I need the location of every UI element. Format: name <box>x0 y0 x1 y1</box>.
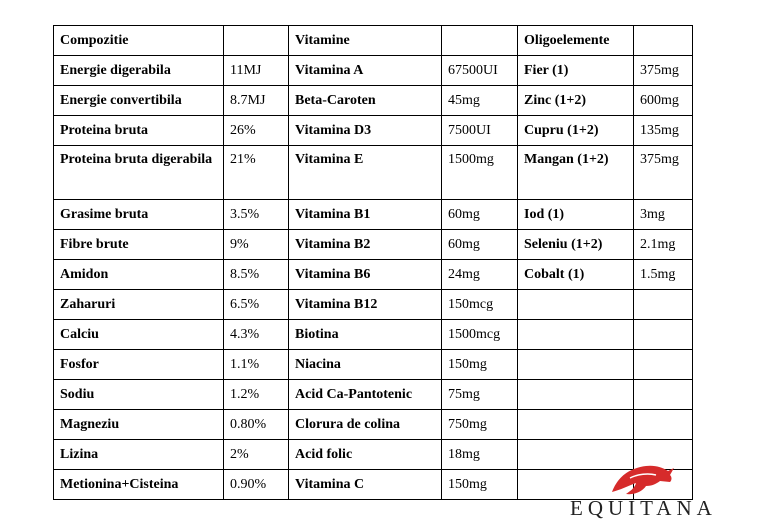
compozitie-cell: Fibre brute <box>54 230 224 260</box>
vitamina-value-cell: 750mg <box>442 410 518 440</box>
oligoelement-value-cell <box>634 290 693 320</box>
vitamina-cell: Vitamina A <box>289 56 442 86</box>
header-empty <box>442 26 518 56</box>
table-row <box>54 260 693 290</box>
compozitie-cell: Energie digerabila <box>54 56 224 86</box>
oligoelement-value-cell <box>634 350 693 380</box>
compozitie-cell: Magneziu <box>54 410 224 440</box>
oligoelement-value-cell: 3mg <box>634 200 693 230</box>
compozitie-cell: Lizina <box>54 440 224 470</box>
oligoelement-value-cell <box>634 410 693 440</box>
table-row <box>54 200 693 230</box>
oligoelement-value-cell: 375mg <box>634 146 693 200</box>
compozitie-cell: Energie convertibila <box>54 86 224 116</box>
oligoelement-cell: Seleniu (1+2) <box>518 230 634 260</box>
compozitie-value-cell: 8.5% <box>224 260 289 290</box>
vitamina-cell: Beta-Caroten <box>289 86 442 116</box>
oligoelement-value-cell: 600mg <box>634 86 693 116</box>
compozitie-value-cell: 4.3% <box>224 320 289 350</box>
compozitie-value-cell: 6.5% <box>224 290 289 320</box>
oligoelement-value-cell: 1.5mg <box>634 260 693 290</box>
vitamina-cell: Acid Ca-Pantotenic <box>289 380 442 410</box>
header-oligoelemente: Oligoelemente <box>518 26 634 56</box>
vitamina-cell: Vitamina B6 <box>289 260 442 290</box>
header-vitamine: Vitamine <box>289 26 442 56</box>
header-empty <box>224 26 289 56</box>
oligoelement-value-cell: 2.1mg <box>634 230 693 260</box>
nutrition-table <box>53 25 693 500</box>
compozitie-value-cell: 26% <box>224 116 289 146</box>
vitamina-value-cell: 1500mcg <box>442 320 518 350</box>
compozitie-value-cell: 2% <box>224 440 289 470</box>
compozitie-cell: Metionina+Cisteina <box>54 470 224 500</box>
compozitie-value-cell: 0.90% <box>224 470 289 500</box>
compozitie-cell: Proteina bruta <box>54 116 224 146</box>
vitamina-value-cell: 60mg <box>442 230 518 260</box>
compozitie-value-cell: 3.5% <box>224 200 289 230</box>
table-row <box>54 230 693 260</box>
vitamina-cell: Vitamina E <box>289 146 442 200</box>
oligoelement-cell: Iod (1) <box>518 200 634 230</box>
vitamina-value-cell: 150mg <box>442 350 518 380</box>
oligoelement-value-cell: 135mg <box>634 116 693 146</box>
oligoelement-cell: Fier (1) <box>518 56 634 86</box>
oligoelement-cell <box>518 380 634 410</box>
oligoelement-value-cell: 375mg <box>634 56 693 86</box>
table-row <box>54 146 693 200</box>
header-compozitie: Compozitie <box>54 26 224 56</box>
vitamina-value-cell: 75mg <box>442 380 518 410</box>
oligoelement-cell: Mangan (1+2) <box>518 146 634 200</box>
compozitie-cell: Zaharuri <box>54 290 224 320</box>
compozitie-value-cell: 8.7MJ <box>224 86 289 116</box>
vitamina-value-cell: 24mg <box>442 260 518 290</box>
vitamina-value-cell: 18mg <box>442 440 518 470</box>
table-row <box>54 320 693 350</box>
vitamina-cell: Vitamina C <box>289 470 442 500</box>
table-header-row <box>54 26 693 56</box>
table-row <box>54 116 693 146</box>
oligoelement-cell <box>518 410 634 440</box>
oligoelement-cell <box>518 290 634 320</box>
vitamina-cell: Vitamina B1 <box>289 200 442 230</box>
vitamina-cell: Vitamina B12 <box>289 290 442 320</box>
oligoelement-value-cell <box>634 320 693 350</box>
horse-head-icon <box>608 462 678 498</box>
equitana-logo <box>570 462 740 522</box>
compozitie-cell: Sodiu <box>54 380 224 410</box>
compozitie-cell: Fosfor <box>54 350 224 380</box>
vitamina-cell: Vitamina B2 <box>289 230 442 260</box>
compozitie-cell: Amidon <box>54 260 224 290</box>
vitamina-cell: Biotina <box>289 320 442 350</box>
vitamina-cell: Acid folic <box>289 440 442 470</box>
table-row <box>54 56 693 86</box>
compozitie-value-cell: 9% <box>224 230 289 260</box>
logo-text: EQUITANA <box>570 496 717 520</box>
compozitie-cell: Proteina bruta digerabila <box>54 146 224 200</box>
oligoelement-cell <box>518 350 634 380</box>
vitamina-value-cell: 7500UI <box>442 116 518 146</box>
vitamina-value-cell: 1500mg <box>442 146 518 200</box>
oligoelement-cell: Cobalt (1) <box>518 260 634 290</box>
oligoelement-value-cell <box>634 380 693 410</box>
compozitie-value-cell: 1.1% <box>224 350 289 380</box>
oligoelement-cell: Zinc (1+2) <box>518 86 634 116</box>
vitamina-value-cell: 150mg <box>442 470 518 500</box>
vitamina-cell: Vitamina D3 <box>289 116 442 146</box>
compozitie-cell: Calciu <box>54 320 224 350</box>
compozitie-value-cell: 0.80% <box>224 410 289 440</box>
oligoelement-cell: Cupru (1+2) <box>518 116 634 146</box>
oligoelement-cell <box>518 320 634 350</box>
vitamina-cell: Niacina <box>289 350 442 380</box>
vitamina-value-cell: 150mcg <box>442 290 518 320</box>
compozitie-value-cell: 11MJ <box>224 56 289 86</box>
vitamina-value-cell: 67500UI <box>442 56 518 86</box>
compozitie-value-cell: 1.2% <box>224 380 289 410</box>
table-row <box>54 380 693 410</box>
table-row <box>54 350 693 380</box>
vitamina-cell: Clorura de colina <box>289 410 442 440</box>
table-row <box>54 290 693 320</box>
compozitie-value-cell: 21% <box>224 146 289 200</box>
table-row <box>54 410 693 440</box>
vitamina-value-cell: 60mg <box>442 200 518 230</box>
vitamina-value-cell: 45mg <box>442 86 518 116</box>
compozitie-cell: Grasime bruta <box>54 200 224 230</box>
table-row <box>54 86 693 116</box>
header-empty <box>634 26 693 56</box>
